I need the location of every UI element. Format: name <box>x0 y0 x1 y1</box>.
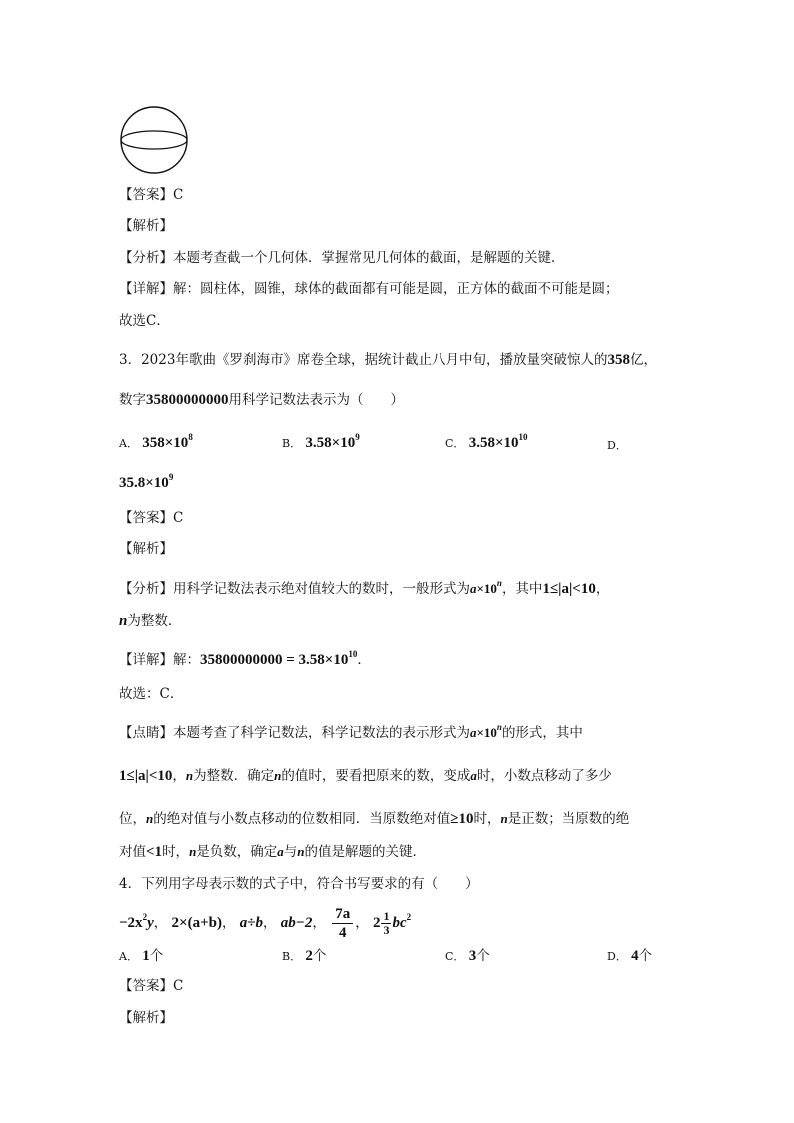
option-label: D． <box>607 950 627 963</box>
option-value: 1 <box>142 948 150 964</box>
q3-conclusion: 故选：C． <box>119 686 184 702</box>
sphere-equator-back <box>121 131 187 140</box>
q3-dj2-range: 1≤|a|<10 <box>119 768 173 784</box>
option-label: C． <box>445 950 465 963</box>
q3-dianjing-pre: 【点睛】本题考查了科学记数法，科学记数法的表示形式为 <box>119 725 470 741</box>
option-exponent: 9 <box>355 432 360 442</box>
q4-expressions <box>119 903 411 943</box>
option-exponent: 8 <box>188 432 193 442</box>
q2-xiangjie: 【详解】解：圆柱体，圆锥，球体的截面都有可能是圆，正方体的截面不可能是圆； <box>119 281 619 297</box>
expr-1-base: −2x <box>119 915 143 931</box>
q4-answer: 【答案】C <box>119 978 184 994</box>
q3-fenxi-pre: 【分析】用科学记数法表示绝对值较大的数时，一般形式为 <box>119 581 470 597</box>
q4-expr-3: a÷b <box>239 915 263 931</box>
q3-option-b <box>282 434 360 453</box>
q3-dj4-t5: 的值是解题的关键． <box>304 844 427 860</box>
q3-analysis-label: 【解析】 <box>119 541 173 557</box>
q4-expr-2: 2×(a+b) <box>171 915 222 931</box>
q4-option-d <box>607 947 652 966</box>
q3-dj4-t2: 时， <box>162 844 190 860</box>
q3-dj3-t4: 是正数；当原数的绝 <box>507 811 630 827</box>
q4-expr-6 <box>372 909 412 938</box>
q3-n-var: n <box>119 613 128 629</box>
q3-dj4-lt: <1 <box>146 844 163 860</box>
q3-dj3-t2: 的绝对值与小数点移动的位数相同．当原数绝对值 <box>153 811 451 827</box>
sep: ， <box>263 915 277 931</box>
q3-option-a <box>119 434 193 453</box>
q4-option-b <box>282 947 326 966</box>
q3-dj4-t3: 是负数，确定 <box>196 844 278 860</box>
option-unit: 个 <box>149 948 164 964</box>
q3-xiangjie-eq: 35800000000 = 3.58×10 <box>200 652 349 668</box>
q3-fenxi <box>119 580 609 598</box>
q3-dj4-t4: 与 <box>283 844 298 860</box>
q3-xiangjie-end: ． <box>357 652 371 668</box>
option-label: A． <box>119 950 138 963</box>
q3-xiangjie-exp: 10 <box>348 649 358 659</box>
option-value: 3.58×10 <box>305 435 356 451</box>
expr-1-y: y <box>147 915 154 931</box>
q3-dianjing-2 <box>119 767 612 785</box>
q3-dj4-n: n <box>189 844 197 859</box>
q3-stem-text: 3．2023年歌曲《罗刹海市》席卷全球，据统计截止八月中旬，播放量突破惊人的 <box>119 352 608 368</box>
option-label: A． <box>119 437 138 450</box>
sep: ， <box>221 915 236 931</box>
q3-dianjing-end: 的形式，其中 <box>501 725 583 741</box>
q3-dj3-n: n <box>146 811 154 826</box>
q3-dj2-n1: n <box>185 768 194 783</box>
q3-dj3-ge: ≥10 <box>450 811 474 827</box>
q3-form-a: a <box>470 581 477 596</box>
expr-6-numerator: 1 <box>383 909 390 924</box>
option-value: 358×10 <box>142 435 189 451</box>
option-label: B． <box>282 950 302 963</box>
option-exponent: 10 <box>518 432 528 442</box>
q3-n-line <box>119 612 181 630</box>
q3-form-times: ×10 <box>476 581 497 596</box>
q3-dj2-t2: 为整数．确定 <box>193 768 275 784</box>
q3-dj3-t1: 位， <box>119 811 146 827</box>
option-value: 2 <box>305 948 313 964</box>
q3-stem-line2 <box>119 391 404 409</box>
q3-stem2-num: 35800000000 <box>146 392 229 408</box>
q2-analysis-label: 【解析】 <box>119 218 173 234</box>
option-unit: 个 <box>638 948 653 964</box>
q3-dj-form-n: n <box>496 722 502 732</box>
q4-expr-5-fraction <box>332 905 353 942</box>
q4-expr-4: ab−2 <box>280 915 313 931</box>
q3-dj2-t3: 的值时，要看把原来的数，变成 <box>281 768 471 784</box>
q3-xiangjie-pre: 【详解】解： <box>119 652 200 668</box>
q3-dj2-a: a <box>470 768 477 783</box>
q3-dj-form-a: a <box>470 725 477 740</box>
q3-xiangjie <box>119 651 371 669</box>
q3-dj4-n2: n <box>297 844 305 859</box>
sep: ， <box>153 915 168 931</box>
q4-option-a <box>119 947 163 966</box>
expr-6-exp: 2 <box>406 912 412 922</box>
q3-stem-num: 358 <box>607 352 630 368</box>
q3-dj4-t1: 对值 <box>119 844 146 860</box>
expr-6-whole: 2 <box>372 915 381 931</box>
sphere-equator-front <box>121 140 187 149</box>
q4-option-c <box>445 947 490 966</box>
expr-5-numerator: 7a <box>332 905 353 924</box>
q3-stem2-end: 用科学记数法表示为（ ） <box>228 392 404 408</box>
q3-answer: 【答案】C <box>119 510 184 526</box>
q3-form-n: n <box>496 578 502 588</box>
q4-expr-1 <box>119 912 154 931</box>
q3-option-d-value <box>119 474 173 492</box>
q3-stem2-pre: 数字 <box>119 392 146 408</box>
q3-option-c <box>445 434 528 453</box>
q3-dianjing-3 <box>119 810 629 828</box>
q2-conclusion: 故选C． <box>119 313 170 329</box>
option-label: C． <box>445 437 465 450</box>
expr-5-denominator: 4 <box>338 925 347 941</box>
q3-dj3-t3: 时， <box>473 811 501 827</box>
sep: ， <box>355 915 369 931</box>
q3-dj2-t4: 时，小数点移动了多少 <box>476 768 612 784</box>
option-value: 4 <box>631 948 639 964</box>
q3-n-text: 为整数． <box>127 613 182 629</box>
q3-stem-line1 <box>119 351 657 369</box>
q3-dianjing-1 <box>119 724 583 742</box>
option-unit: 个 <box>476 948 490 964</box>
q3-dj2-n2: n <box>274 768 282 783</box>
q4-analysis-label: 【解析】 <box>119 1010 173 1026</box>
q3-fenxi-mid: ，其中 <box>501 581 543 597</box>
expr-1-exp: 2 <box>142 912 148 922</box>
q2-answer: 【答案】C <box>119 187 184 203</box>
expr-6-var: bc <box>392 915 407 931</box>
expr-6-fraction <box>381 910 391 937</box>
expr-6-denominator: 3 <box>383 923 390 938</box>
option-label: D． <box>607 439 627 452</box>
q3-dj-form-times: ×10 <box>476 725 497 740</box>
q3-dj3-n2: n <box>500 811 508 826</box>
option-value: 3.58×10 <box>468 435 519 451</box>
option-label: B． <box>282 437 302 450</box>
option-exponent: 9 <box>168 472 174 482</box>
sphere-outline <box>121 107 187 173</box>
q3-range: 1≤|a|<10 <box>542 581 596 597</box>
q3-fenxi-end: ， <box>595 581 610 597</box>
q2-fenxi: 【分析】本题考查截一个几何体．掌握常见几何体的截面，是解题的关键． <box>119 250 565 266</box>
q3-dj2-t1: ， <box>172 768 186 784</box>
sep: ， <box>312 915 326 931</box>
option-unit: 个 <box>312 948 327 964</box>
option-value: 35.8×10 <box>119 475 169 491</box>
q3-option-d-label <box>607 436 627 455</box>
q3-dianjing-4 <box>119 843 426 861</box>
q4-stem: 4．下列用字母表示数的式子中，符合书写要求的有（ ） <box>119 876 479 892</box>
q3-stem-end: 亿， <box>629 352 657 368</box>
q3-dj4-a: a <box>277 844 284 859</box>
sphere-figure <box>118 106 192 174</box>
option-value: 3 <box>468 948 477 964</box>
